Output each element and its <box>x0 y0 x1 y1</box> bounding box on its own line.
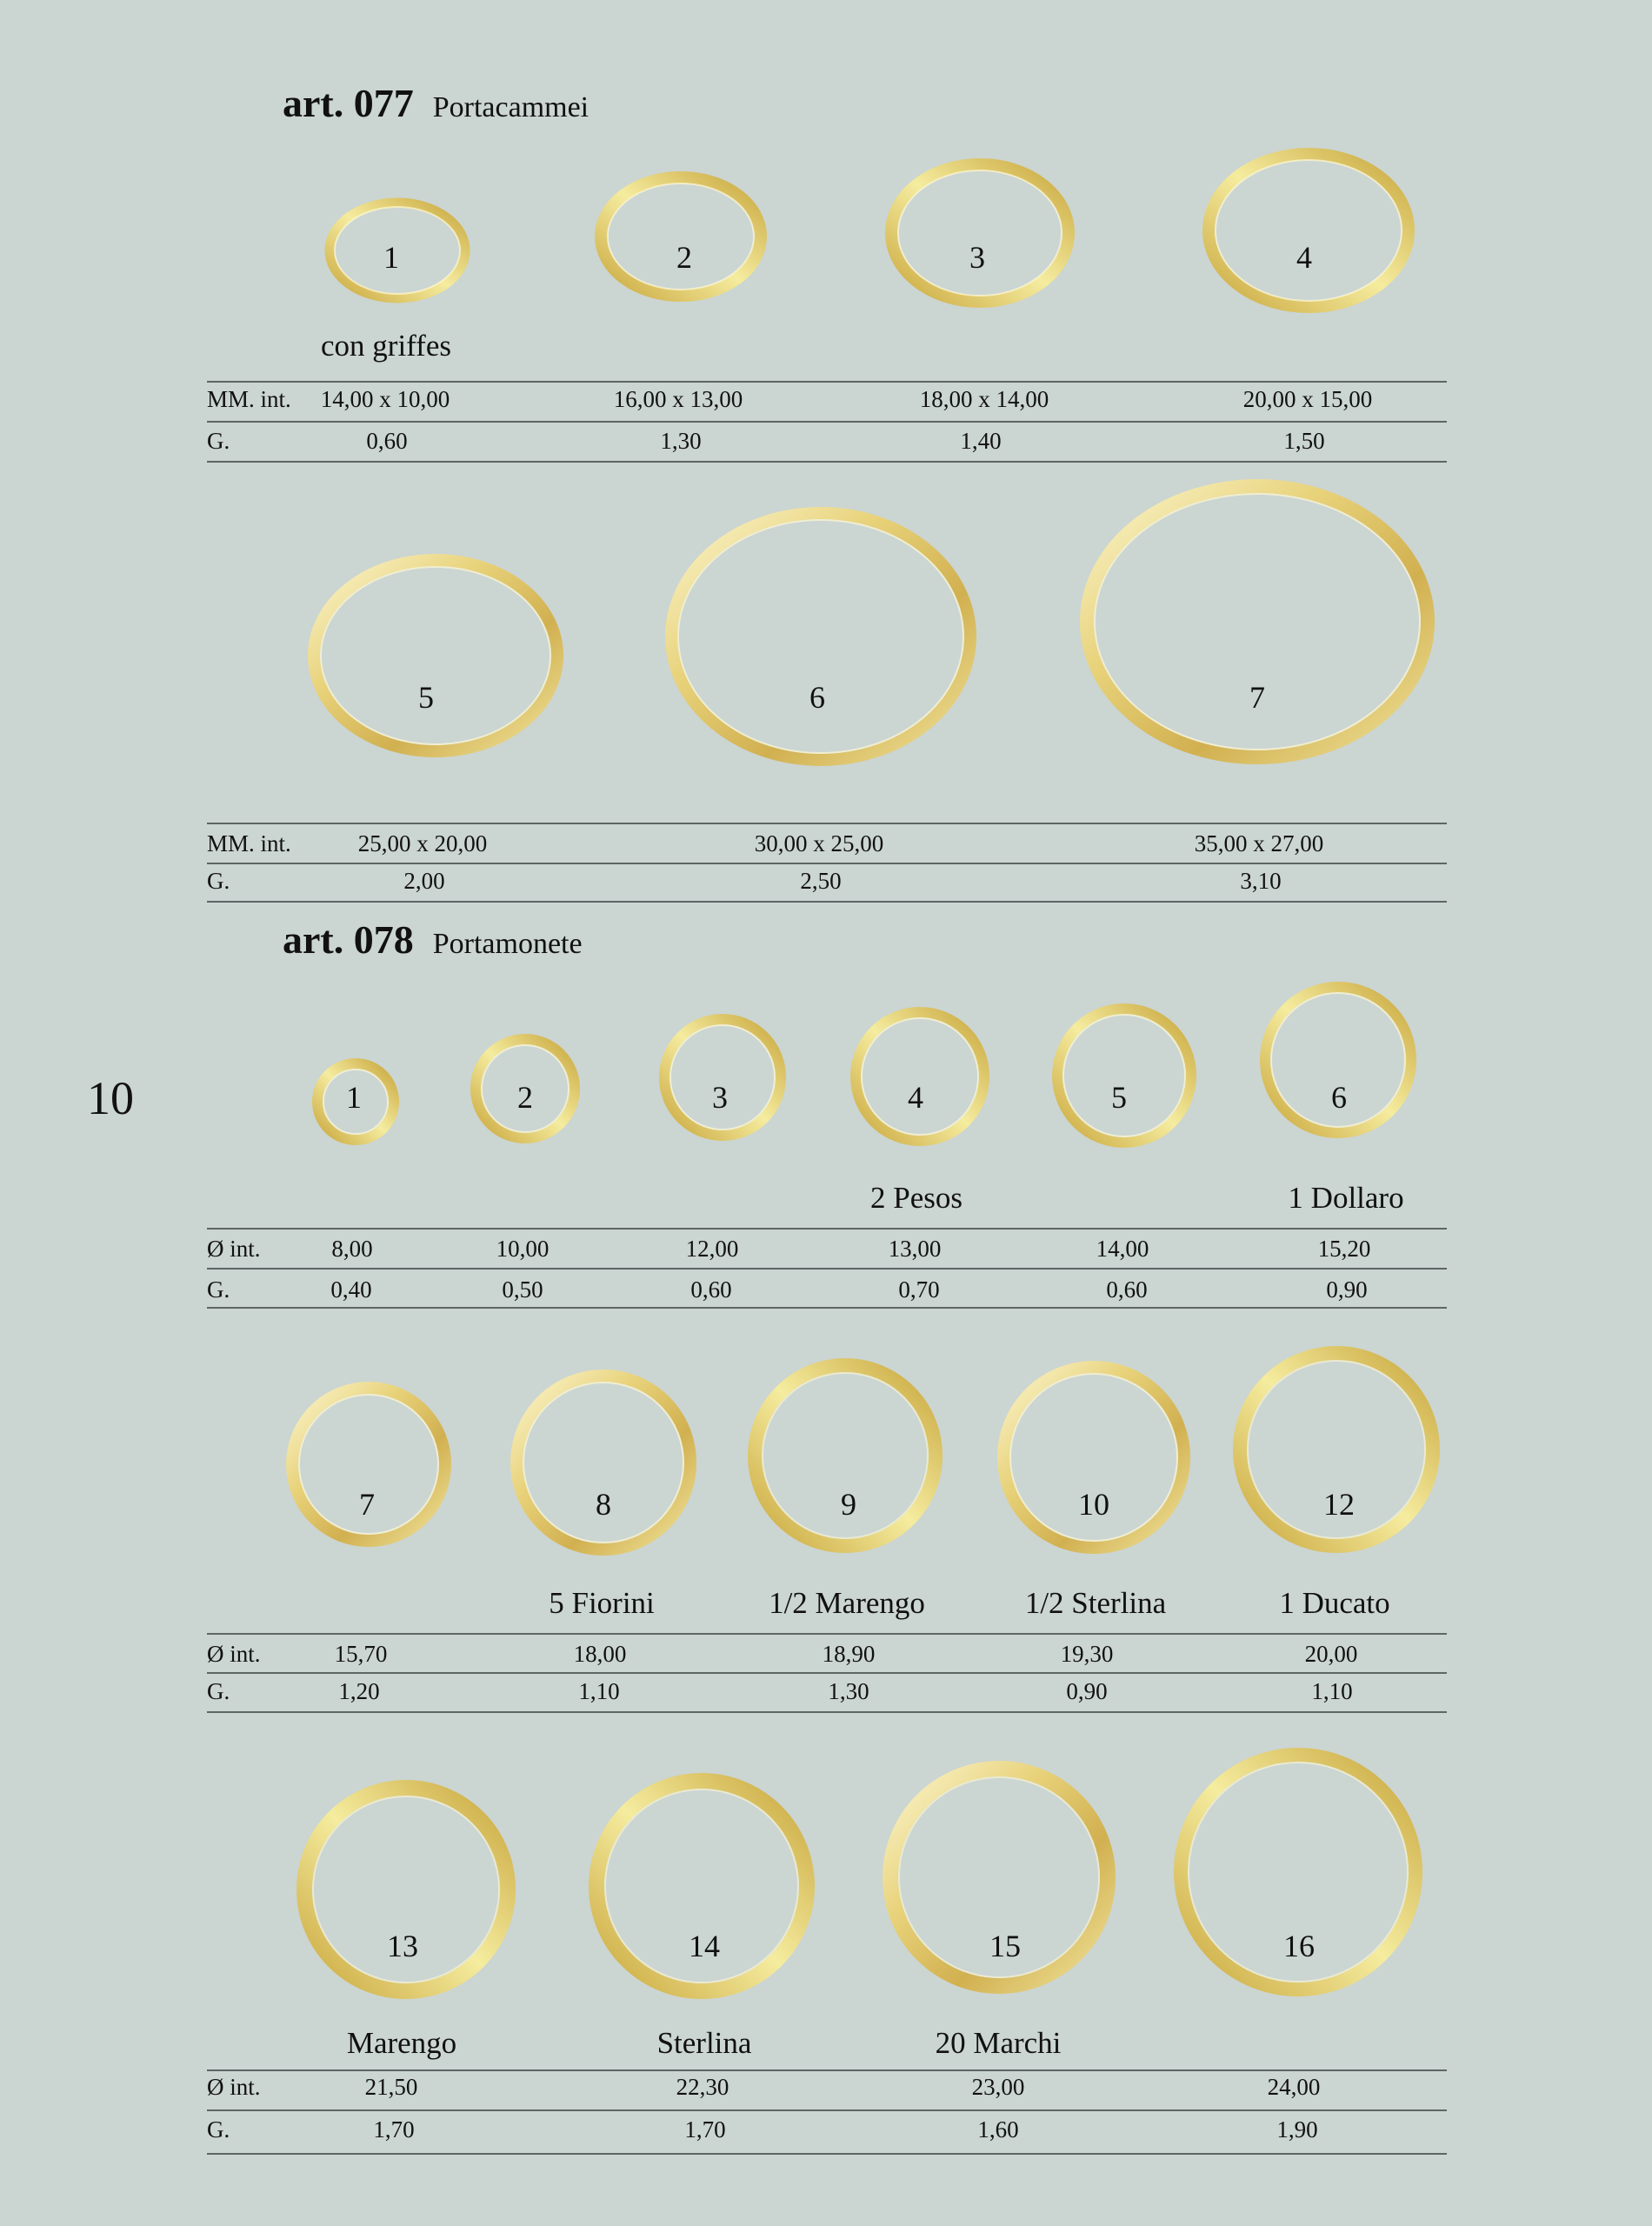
ring-number: 8 <box>596 1487 611 1522</box>
ring-078-10 <box>995 1358 1193 1556</box>
divider <box>207 1307 1447 1309</box>
g-value: 3,10 <box>1240 868 1282 894</box>
g-value: 0,60 <box>1106 1276 1148 1303</box>
art077-code: art. 077 <box>283 81 414 125</box>
ring-caption: 1 Ducato <box>1279 1586 1390 1620</box>
art078-title <box>283 916 583 963</box>
divider <box>207 381 1447 383</box>
ring-077-7 <box>1078 477 1436 767</box>
row-label-mm: MM. int. <box>207 386 291 412</box>
g-value: 1,20 <box>338 1678 380 1704</box>
diam-value: 20,00 <box>1304 1641 1358 1667</box>
mm-value: 35,00 x 27,00 <box>1194 830 1324 856</box>
ring-078-8 <box>508 1367 699 1558</box>
art078-name: Portamonete <box>432 928 583 960</box>
divider <box>207 1228 1447 1230</box>
g-value: 1,10 <box>578 1678 620 1704</box>
g-value: 0,60 <box>366 428 408 454</box>
art077-title <box>283 80 589 126</box>
diam-value: 12,00 <box>685 1236 739 1262</box>
g-value: 2,00 <box>403 868 445 894</box>
g-value: 1,70 <box>684 2116 726 2143</box>
ring-number: 7 <box>1249 680 1265 715</box>
ring-077-2 <box>594 170 768 303</box>
ring-078-4 <box>849 1005 991 1148</box>
g-value: 1,30 <box>828 1678 869 1704</box>
divider <box>207 461 1447 463</box>
page-number: 10 <box>87 1072 134 1124</box>
divider <box>207 1633 1447 1635</box>
diam-value: 19,30 <box>1060 1641 1114 1667</box>
divider <box>207 2153 1447 2155</box>
ring-number: 6 <box>809 680 825 715</box>
ring-number: 15 <box>989 1929 1021 1963</box>
diam-value: 24,00 <box>1267 2074 1321 2100</box>
ring-077-6 <box>663 504 979 769</box>
diam-value: 18,90 <box>822 1641 876 1667</box>
ring-number: 3 <box>969 240 985 275</box>
ring-number: 7 <box>359 1487 375 1522</box>
ring-caption: 2 Pesos <box>870 1181 963 1215</box>
ring-number: 6 <box>1331 1080 1347 1115</box>
row-label-g: G. <box>207 868 230 894</box>
row-label-g: G. <box>207 2116 230 2143</box>
ring-number: 10 <box>1078 1487 1109 1522</box>
divider <box>207 2109 1447 2111</box>
ring-caption: 20 Marchi <box>935 2026 1062 2060</box>
ring-077-4 <box>1202 146 1416 315</box>
g-value: 1,30 <box>660 428 702 454</box>
ring-caption: Marengo <box>346 2026 457 2060</box>
diam-value: 15,20 <box>1317 1236 1371 1262</box>
mm-value: 25,00 x 20,00 <box>357 830 488 856</box>
ring-078-5 <box>1050 1002 1198 1150</box>
ring-078-6 <box>1257 979 1419 1141</box>
ring-number: 13 <box>387 1929 418 1963</box>
divider <box>207 421 1447 423</box>
ring-077-3 <box>884 157 1076 310</box>
g-value: 1,70 <box>373 2116 415 2143</box>
ring-078-13 <box>294 1777 518 2002</box>
row-label-g: G. <box>207 1678 230 1704</box>
g-value: 0,90 <box>1326 1276 1368 1303</box>
diam-value: 8,00 <box>331 1236 373 1262</box>
g-value: 2,50 <box>800 868 842 894</box>
ring-number: 5 <box>1111 1080 1127 1115</box>
ring-number: 2 <box>676 240 692 275</box>
ring-caption: 1 Dollaro <box>1288 1181 1404 1215</box>
g-value: 0,50 <box>502 1276 543 1303</box>
row-label-diam: Ø int. <box>207 1236 261 1262</box>
ring-078-3 <box>657 1012 788 1143</box>
divider <box>207 1711 1447 1713</box>
mm-value: 18,00 x 14,00 <box>919 386 1049 412</box>
g-value: 1,90 <box>1276 2116 1318 2143</box>
ring-caption: Sterlina <box>656 2026 752 2060</box>
ring-number: 2 <box>517 1080 533 1115</box>
ring-caption: 5 Fiorini <box>549 1586 655 1620</box>
ring-number: 1 <box>346 1080 362 1115</box>
diam-value: 15,70 <box>334 1641 388 1667</box>
ring-078-7 <box>283 1379 454 1550</box>
row-label-mm: MM. int. <box>207 830 291 856</box>
row-label-g: G. <box>207 1276 230 1303</box>
g-value: 1,60 <box>977 2116 1019 2143</box>
ring-caption: 1/2 Sterlina <box>1024 1586 1167 1620</box>
diam-value: 13,00 <box>888 1236 942 1262</box>
mm-value: 30,00 x 25,00 <box>754 830 884 856</box>
ring-number: 14 <box>689 1929 720 1963</box>
ring-number: 4 <box>1296 240 1312 275</box>
g-value: 1,50 <box>1283 428 1325 454</box>
diam-value: 23,00 <box>971 2074 1025 2100</box>
row-label-g: G. <box>207 428 230 454</box>
divider <box>207 823 1447 824</box>
ring-number: 4 <box>908 1080 923 1115</box>
ring-number: 9 <box>841 1487 856 1522</box>
divider <box>207 901 1447 903</box>
g-value: 0,70 <box>898 1276 940 1303</box>
ring-078-12 <box>1231 1344 1442 1555</box>
g-value: 0,90 <box>1066 1678 1108 1704</box>
diam-value: 14,00 <box>1096 1236 1149 1262</box>
g-value: 1,10 <box>1311 1678 1353 1704</box>
art078-code: art. 078 <box>283 917 414 962</box>
ring-caption: con griffes <box>321 329 451 363</box>
ring-078-14 <box>586 1770 817 2002</box>
ring-077-5 <box>304 551 567 760</box>
diam-value: 18,00 <box>573 1641 627 1667</box>
diam-value: 21,50 <box>364 2074 418 2100</box>
g-value: 0,60 <box>690 1276 732 1303</box>
ring-number: 3 <box>712 1080 728 1115</box>
divider <box>207 2069 1447 2071</box>
ring-number: 5 <box>418 680 434 715</box>
ring-number: 1 <box>383 240 399 275</box>
divider <box>207 1672 1447 1674</box>
row-label-diam: Ø int. <box>207 1641 261 1667</box>
art077-name: Portacammei <box>432 91 590 123</box>
divider <box>207 1268 1447 1270</box>
diam-value: 22,30 <box>676 2074 729 2100</box>
ring-number: 16 <box>1283 1929 1315 1963</box>
row-label-diam: Ø int. <box>207 2074 261 2100</box>
mm-value: 20,00 x 15,00 <box>1242 386 1373 412</box>
divider <box>207 863 1447 864</box>
g-value: 1,40 <box>960 428 1002 454</box>
ring-number: 12 <box>1323 1487 1355 1522</box>
mm-value: 14,00 x 10,00 <box>320 386 450 412</box>
ring-078-9 <box>746 1356 944 1555</box>
ring-caption: 1/2 Marengo <box>769 1586 925 1620</box>
diam-value: 10,00 <box>496 1236 550 1262</box>
mm-value: 16,00 x 13,00 <box>613 386 743 412</box>
g-value: 0,40 <box>330 1276 372 1303</box>
